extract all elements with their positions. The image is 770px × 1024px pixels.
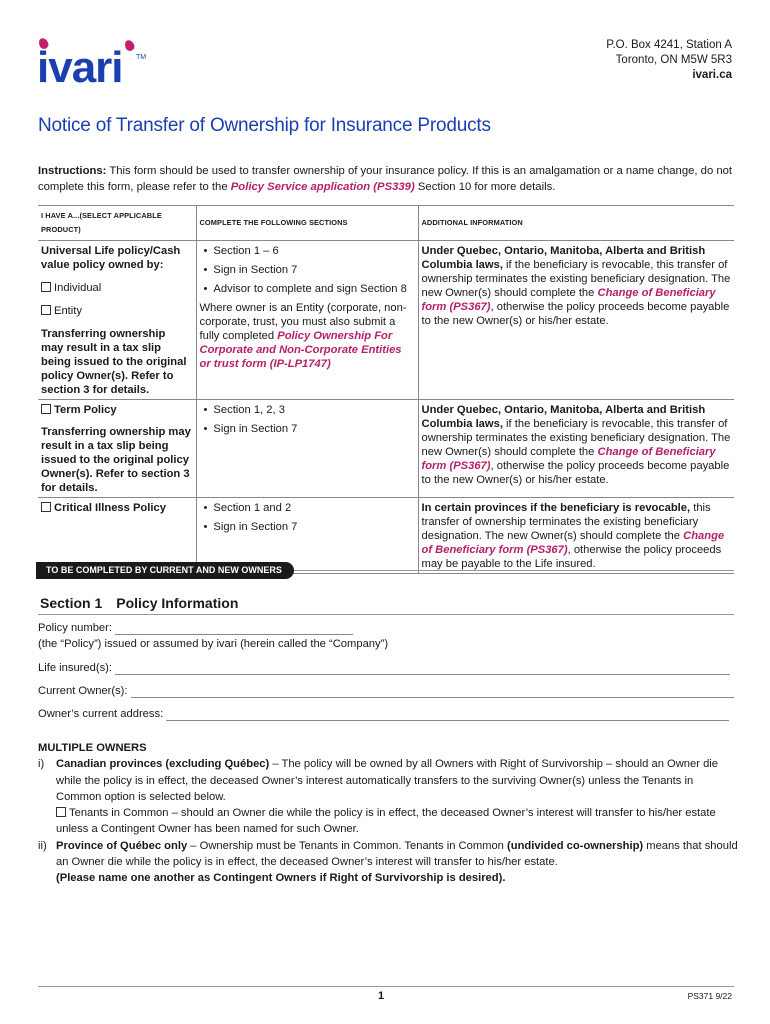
item-body-2: means that should an Owner die while the policy is in effect, the deceased Owner’s interest will transfer to his/her estate. bbox=[56, 839, 738, 869]
entity-label: Entity bbox=[54, 305, 82, 317]
section-item: • Advisor to complete and sign Section 8 bbox=[200, 282, 415, 296]
owner-address-field bbox=[38, 707, 729, 721]
individual-checkbox[interactable] bbox=[41, 282, 51, 292]
sections-cell bbox=[196, 241, 418, 400]
owners-banner: TO BE COMPLETED BY CURRENT AND NEW OWNERS bbox=[36, 562, 294, 579]
tax-note: Transferring ownership may result in a tax slip being issued to the original policy Owner(s). Refer to section 3 for details. bbox=[41, 328, 187, 396]
info-text: if the beneficiary is revocable, this transfer of ownership terminates the existing beneficiary designation. The new Owner(s) should complete the bbox=[421, 259, 731, 299]
life-insured-field bbox=[38, 661, 730, 675]
owner-address-label: Owner’s current address: bbox=[38, 708, 164, 720]
info-cell bbox=[418, 498, 734, 574]
sections-cell bbox=[196, 400, 418, 498]
owners-item-i bbox=[38, 756, 738, 805]
critical-illness-label: Critical Illness Policy bbox=[54, 502, 166, 514]
item-text bbox=[56, 756, 738, 805]
header-info: ADDITIONAL INFORMATION bbox=[418, 206, 734, 241]
product-ul: Universal Life policy/Cash value policy owned by: bbox=[41, 245, 181, 271]
section-item: • Section 1 – 6 bbox=[200, 244, 415, 258]
website: ivari.ca bbox=[692, 69, 732, 81]
option-entity[interactable] bbox=[41, 304, 193, 318]
address-line-1: P.O. Box 4241, Station A bbox=[606, 39, 732, 51]
ps367-link[interactable]: Change of Beneficiary form (PS367) bbox=[421, 446, 716, 472]
entity-note-text: Where owner is an Entity (corporate, non-corporate, trust, you must also submit a fully completed bbox=[199, 302, 407, 342]
info-cell bbox=[418, 400, 734, 498]
section-item: • Sign in Section 7 bbox=[200, 520, 415, 534]
section-item: • Section 1 and 2 bbox=[200, 501, 415, 515]
table-row bbox=[38, 400, 734, 498]
table-header-row bbox=[38, 206, 734, 241]
section-1-heading bbox=[40, 595, 238, 611]
ps339-link[interactable]: Policy Service application (PS339) bbox=[230, 180, 415, 193]
footer-rule bbox=[38, 986, 734, 987]
item-body: – The policy will be owned by all Owners with Right of Survivorship – should an Owner die while the policy is in effect, the deceased Owner’s interest automatically transfers to the surviving Owner(s) unless the Tenants in Common option is selected below. bbox=[56, 758, 719, 803]
item-number: i) bbox=[38, 758, 45, 771]
product-cell bbox=[38, 241, 196, 400]
item-bold: Canadian provinces (excluding Québec) bbox=[56, 758, 270, 771]
life-insured-label: Life insured(s): bbox=[38, 662, 112, 674]
instructions bbox=[38, 164, 734, 195]
multiple-owners bbox=[38, 740, 738, 887]
ip-lp1747-link[interactable]: Policy Ownership For Corporate and Non-Corporate Entities or trust form (IP-LP1747) bbox=[199, 330, 402, 370]
info-end: , otherwise the policy proceeds may be payable to the Life insured. bbox=[421, 544, 722, 570]
table-row bbox=[38, 241, 734, 400]
info-end: , otherwise the policy proceeds become payable to the new Owner(s) or his/her estate. bbox=[421, 460, 730, 486]
life-insured-input[interactable] bbox=[115, 663, 730, 675]
section-item: • Sign in Section 7 bbox=[200, 263, 415, 277]
instructions-text-end: Section 10 for more details. bbox=[414, 180, 556, 193]
company-address bbox=[606, 38, 732, 83]
info-bold: In certain provinces if the beneficiary is revocable, bbox=[421, 502, 691, 514]
info-cell bbox=[418, 241, 734, 400]
policy-note-text: (the “Policy”) issued or assumed by ivari (herein called the “Company”) bbox=[38, 638, 389, 650]
info-end: , otherwise the policy proceeds become payable to the new Owner(s) or his/her estate. bbox=[421, 301, 730, 327]
option-individual[interactable] bbox=[41, 281, 193, 295]
section-title: Policy Information bbox=[116, 595, 239, 611]
current-owner-input[interactable] bbox=[131, 686, 734, 698]
logo-trademark: TM bbox=[136, 54, 147, 61]
info-bold: Under Quebec, Ontario, Manitoba, Alberta and British Columbia laws, bbox=[421, 245, 706, 271]
current-owner-field bbox=[38, 684, 734, 698]
item-bold-2: (undivided co-ownership) bbox=[507, 839, 644, 852]
section-item: • Sign in Section 7 bbox=[200, 422, 415, 436]
option-term[interactable] bbox=[41, 403, 193, 417]
item-bold: Province of Québec only bbox=[56, 839, 188, 852]
ivari-logo bbox=[37, 36, 147, 96]
tenants-label: Tenants in Common – should an Owner die while the policy is in effect, the deceased Owner’s interest will transfer to his/her estate unless a Contingent Owner has been named for such Owner. bbox=[56, 807, 716, 836]
policy-number-label: Policy number: bbox=[38, 622, 112, 634]
option-critical-illness[interactable] bbox=[41, 501, 193, 515]
item-text bbox=[56, 838, 738, 887]
policy-number-input[interactable] bbox=[115, 623, 353, 635]
owners-item-ii bbox=[38, 838, 738, 887]
tax-note: Transferring ownership may result in a tax slip being issued to the original policy Owner(s). Refer to section 3 for details. bbox=[41, 426, 191, 494]
header-product: I HAVE A...(SELECT APPLICABLE PRODUCT) bbox=[38, 206, 196, 241]
logo-dot-right bbox=[123, 39, 136, 53]
item-body: – Ownership must be Tenants in Common. Tenants in Common bbox=[187, 839, 508, 852]
item-number: ii) bbox=[38, 839, 47, 852]
term-label: Term Policy bbox=[54, 404, 117, 416]
owner-address-input[interactable] bbox=[166, 709, 729, 721]
section-rule bbox=[38, 614, 734, 615]
logo-wordmark: ivari bbox=[37, 43, 123, 92]
form-title: Notice of Transfer of Ownership for Insurance Products bbox=[38, 115, 491, 136]
address-line-2: Toronto, ON M5W 5R3 bbox=[615, 54, 732, 66]
entity-note bbox=[200, 301, 415, 371]
multiple-owners-heading: MULTIPLE OWNERS bbox=[38, 742, 147, 754]
section-item: • Section 1, 2, 3 bbox=[200, 403, 415, 417]
item-note: (Please name one another as Contingent Owners if Right of Survivorship is desired). bbox=[56, 872, 506, 885]
product-table bbox=[38, 205, 734, 574]
critical-illness-checkbox[interactable] bbox=[41, 502, 51, 512]
tenants-checkbox[interactable] bbox=[56, 807, 66, 817]
header-sections: COMPLETE THE FOLLOWING SECTIONS bbox=[196, 206, 418, 241]
ps367-link[interactable]: Change of Beneficiary form (PS367) bbox=[421, 530, 725, 556]
instructions-label: Instructions: bbox=[38, 165, 107, 177]
info-bold: Under Quebec, Ontario, Manitoba, Alberta and British Columbia laws, bbox=[421, 404, 706, 430]
section-number: Section 1 bbox=[40, 595, 103, 611]
policy-note bbox=[38, 637, 388, 651]
instructions-text: This form should be used to transfer ownership of your insurance policy. If this is an amalgamation or a name change, do not complete this form, please refer to the bbox=[38, 165, 733, 193]
page-number: 1 bbox=[378, 990, 385, 1002]
policy-number-field bbox=[38, 621, 353, 635]
info-text: if the beneficiary is revocable, this transfer of ownership terminates the existing beneficiary designation. The new Owner(s) should complete the bbox=[421, 418, 731, 458]
info-text: this transfer of ownership terminates the existing beneficiary designation. The new Owner(s) should complete the bbox=[421, 502, 711, 542]
individual-label: Individual bbox=[54, 282, 102, 294]
ps367-link[interactable]: Change of Beneficiary form (PS367) bbox=[421, 287, 716, 313]
term-checkbox[interactable] bbox=[41, 404, 51, 414]
tenants-option[interactable] bbox=[38, 805, 738, 838]
product-cell bbox=[38, 400, 196, 498]
current-owner-label: Current Owner(s): bbox=[38, 685, 128, 697]
entity-checkbox[interactable] bbox=[41, 305, 51, 315]
form-code: PS371 9/22 bbox=[687, 991, 732, 1001]
